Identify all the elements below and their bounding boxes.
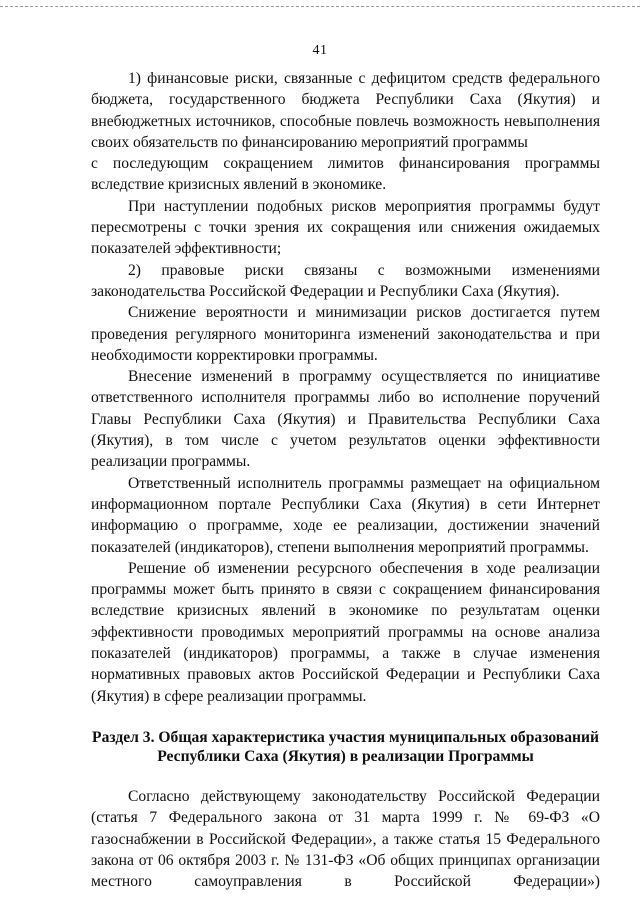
paragraph-legislation: Согласно действующему законодательству Российской Федерации (статья 7 Федерального закона от 31 марта 1999 г. № 69-ФЗ «О газоснабжении в Российской Федерации», а также статья 15 Федерального закона от 06 октября 2003 г. № 131-ФЗ «Об общих принципах организации местного самоуправления в Российской Федерации») [91, 787, 600, 891]
paragraph-publication: Ответственный исполнитель программы размещает на официальном информационном портале Республики Саха (Якутия) в сети Интернет информацию о программе, ходе ее реализации, достижении значений показателей (индикаторов), степени выполнения мероприятий программы. [91, 474, 600, 556]
section-heading-line-2: Республики Саха (Якутия) в реализации Программы [157, 748, 534, 766]
paragraph-risk-minimization: Снижение вероятности и минимизации рисков достигается путем проведения регулярного мониторинга изменений законодательства и при необходимости корректировки программы. [91, 304, 600, 364]
paragraph-financial-risks-continued: с последующим сокращением лимитов финансирования программы вследствие кризисных явлений в экономике. [91, 155, 600, 194]
paragraph-legal-risks: 2) правовые риски связаны с возможными изменениями законодательства Российской Федерации и Республики Саха (Якутия). [91, 261, 600, 300]
document-body [91, 68, 600, 892]
paragraph-risk-response: При наступлении подобных рисков мероприятия программы будут пересмотрены с точки зрения их сокращения или снижения ожидаемых показателей эффективности; [91, 197, 600, 258]
page-number: 41 [312, 43, 328, 58]
paragraph-resource-decision: Решение об изменении ресурсного обеспечения в ходе реализации программы может быть принято в связи с сокращением финансирования вследствие кризисных явлений в экономике по результатам оценки эффективности проводимых мероприятий программы на основе анализа показателей (индикаторов) программы, а также в случае изменения нормативных правовых актов Российской Федерации и Республики Саха (Якутия) в сфере реализации программы. [91, 559, 600, 705]
section-heading-line-1: Раздел 3. Общая характеристика участия муниципальных образований [92, 728, 599, 746]
scan-top-edge [0, 6, 640, 7]
paragraph-program-changes: Внесение изменений в программу осуществляется по инициативе ответственного исполнителя программы либо во исполнение поручений Главы Республики Саха (Якутия) и Правительства Республики Саха (Якутия), в том числе с учетом результатов оценки эффективности реализации программы. [91, 368, 600, 471]
section-heading [91, 728, 600, 767]
paragraph-financial-risks: 1) финансовые риски, связанные с дефицитом средств федерального бюджета, государственного бюджета Республики Саха (Якутия) и внебюджетных источников, способные повлечь возможность невыполнения своих обязательств по финансированию мероприятий программы [91, 70, 600, 151]
